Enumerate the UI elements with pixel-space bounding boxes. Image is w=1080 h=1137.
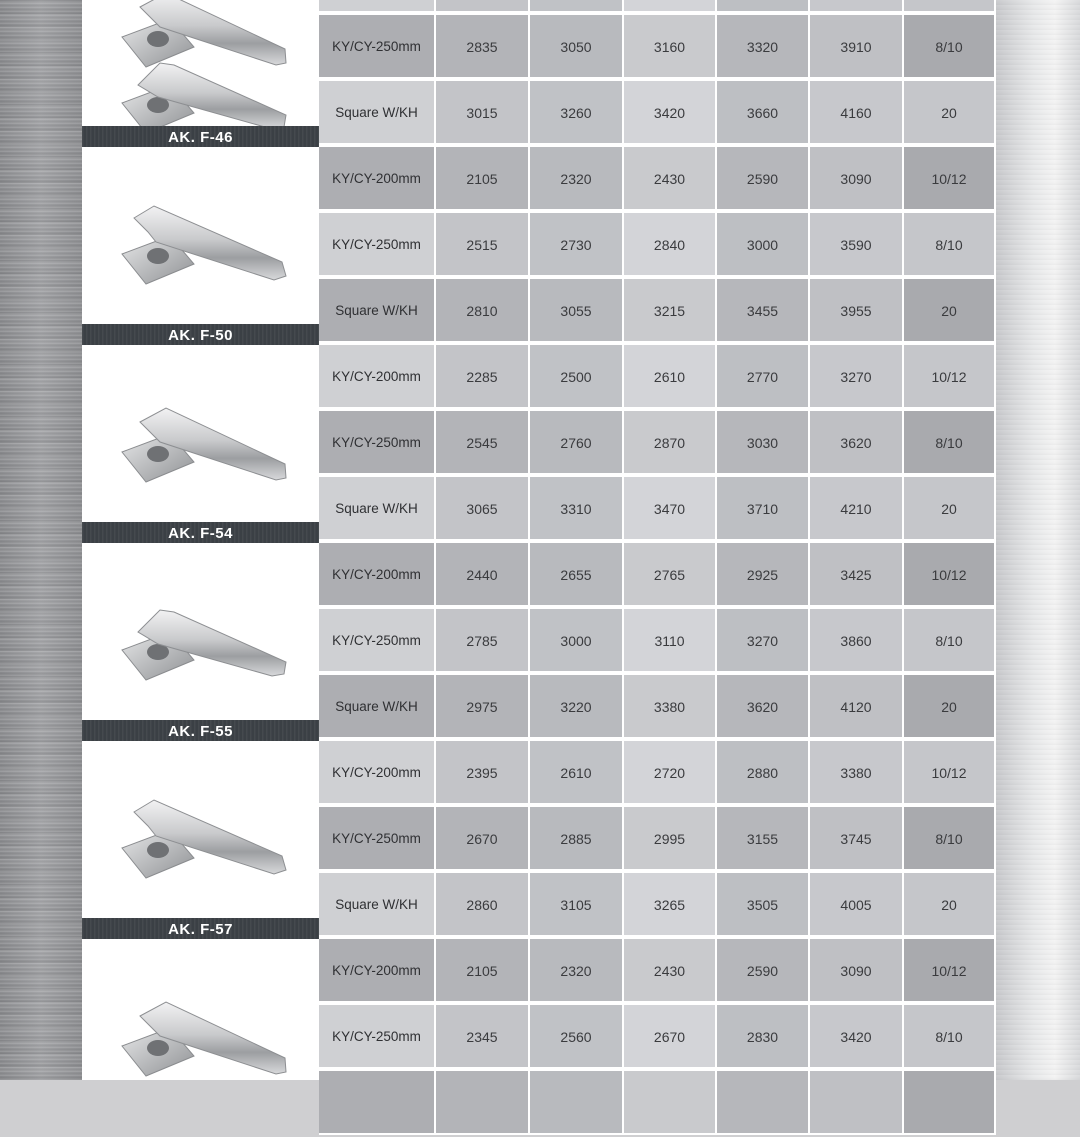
price-cell: 3265 bbox=[624, 873, 717, 937]
price-cell: 3420 bbox=[810, 1005, 904, 1069]
product-block bbox=[82, 0, 319, 15]
price-cell: 2925 bbox=[717, 543, 810, 607]
variant-cell: Square W/KH bbox=[319, 279, 436, 343]
product-code-bar bbox=[82, 918, 319, 939]
price-cell bbox=[624, 1071, 717, 1135]
price-cell: 3030 bbox=[717, 411, 810, 475]
product-code-label: AK. F-50 bbox=[168, 327, 233, 344]
product-image bbox=[100, 364, 300, 514]
table-row bbox=[319, 279, 996, 343]
variant-cell: KY/CY-200mm bbox=[319, 939, 436, 1003]
price-cell bbox=[436, 1071, 530, 1135]
pack-cell: 8/10 bbox=[904, 411, 996, 475]
product-block bbox=[82, 543, 319, 741]
price-cell: 3455 bbox=[717, 279, 810, 343]
price-cell: 2545 bbox=[436, 411, 530, 475]
price-cell: 3620 bbox=[810, 411, 904, 475]
pack-cell bbox=[904, 0, 996, 13]
price-cell bbox=[530, 0, 624, 13]
table-row bbox=[319, 873, 996, 937]
table-row bbox=[319, 807, 996, 871]
table-row bbox=[319, 477, 996, 541]
price-cell: 3000 bbox=[530, 609, 624, 673]
table-row bbox=[319, 15, 996, 79]
table-row bbox=[319, 345, 996, 409]
price-cell: 2610 bbox=[530, 741, 624, 805]
pack-cell: 10/12 bbox=[904, 543, 996, 607]
pack-cell: 8/10 bbox=[904, 15, 996, 79]
product-block bbox=[82, 345, 319, 543]
brushed-metal-left-border bbox=[0, 0, 82, 1080]
price-cell: 3090 bbox=[810, 147, 904, 211]
price-cell: 3505 bbox=[717, 873, 810, 937]
price-cell: 2860 bbox=[436, 873, 530, 937]
price-cell: 3220 bbox=[530, 675, 624, 739]
pack-cell: 20 bbox=[904, 873, 996, 937]
price-cell: 2870 bbox=[624, 411, 717, 475]
price-cell: 2785 bbox=[436, 609, 530, 673]
price-cell: 2830 bbox=[717, 1005, 810, 1069]
price-cell: 3320 bbox=[717, 15, 810, 79]
price-cell: 3380 bbox=[810, 741, 904, 805]
price-cell: 2765 bbox=[624, 543, 717, 607]
price-cell: 2105 bbox=[436, 147, 530, 211]
door-handle-icon bbox=[100, 760, 300, 910]
door-handle-icon bbox=[100, 364, 300, 514]
price-cell bbox=[624, 0, 717, 13]
price-cell: 3000 bbox=[717, 213, 810, 277]
variant-cell: Square W/KH bbox=[319, 675, 436, 739]
price-cell bbox=[810, 0, 904, 13]
price-cell: 3270 bbox=[717, 609, 810, 673]
price-cell: 4210 bbox=[810, 477, 904, 541]
product-block bbox=[82, 147, 319, 345]
table-row bbox=[319, 1071, 996, 1135]
variant-cell bbox=[319, 0, 436, 13]
table-row bbox=[319, 609, 996, 673]
product-image bbox=[100, 958, 300, 1108]
pack-cell bbox=[904, 1071, 996, 1135]
product-image bbox=[100, 562, 300, 712]
table-row bbox=[319, 741, 996, 805]
door-handle-icon bbox=[100, 166, 300, 316]
price-cell: 2655 bbox=[530, 543, 624, 607]
pack-cell: 20 bbox=[904, 477, 996, 541]
price-cell: 3155 bbox=[717, 807, 810, 871]
variant-cell: KY/CY-200mm bbox=[319, 543, 436, 607]
product-block bbox=[82, 15, 319, 147]
variant-cell: KY/CY-200mm bbox=[319, 345, 436, 409]
pack-cell: 20 bbox=[904, 279, 996, 343]
price-cell: 2395 bbox=[436, 741, 530, 805]
price-cell: 2720 bbox=[624, 741, 717, 805]
price-cell: 3620 bbox=[717, 675, 810, 739]
product-code-bar bbox=[82, 720, 319, 741]
variant-cell: KY/CY-250mm bbox=[319, 807, 436, 871]
price-cell: 3860 bbox=[810, 609, 904, 673]
price-cell: 3425 bbox=[810, 543, 904, 607]
price-table bbox=[319, 0, 996, 1080]
price-cell: 2500 bbox=[530, 345, 624, 409]
price-cell: 3590 bbox=[810, 213, 904, 277]
table-row bbox=[319, 543, 996, 607]
price-cell: 2345 bbox=[436, 1005, 530, 1069]
variant-cell: KY/CY-250mm bbox=[319, 213, 436, 277]
price-cell: 2430 bbox=[624, 147, 717, 211]
price-cell: 3105 bbox=[530, 873, 624, 937]
price-cell bbox=[436, 0, 530, 13]
pack-cell: 20 bbox=[904, 81, 996, 145]
price-cell: 2285 bbox=[436, 345, 530, 409]
price-cell: 4120 bbox=[810, 675, 904, 739]
price-cell: 2560 bbox=[530, 1005, 624, 1069]
price-cell: 3710 bbox=[717, 477, 810, 541]
price-cell: 3110 bbox=[624, 609, 717, 673]
price-cell bbox=[530, 1071, 624, 1135]
price-cell bbox=[810, 1071, 904, 1135]
pack-cell: 8/10 bbox=[904, 213, 996, 277]
price-cell: 3015 bbox=[436, 81, 530, 145]
price-cell: 3745 bbox=[810, 807, 904, 871]
price-cell: 2320 bbox=[530, 147, 624, 211]
price-cell: 2320 bbox=[530, 939, 624, 1003]
pack-cell: 10/12 bbox=[904, 741, 996, 805]
price-cell: 3420 bbox=[624, 81, 717, 145]
price-cell: 2885 bbox=[530, 807, 624, 871]
price-cell: 3910 bbox=[810, 15, 904, 79]
product-code-bar bbox=[82, 126, 319, 147]
variant-cell: KY/CY-250mm bbox=[319, 609, 436, 673]
price-cell: 4005 bbox=[810, 873, 904, 937]
price-cell: 3215 bbox=[624, 279, 717, 343]
product-block bbox=[82, 939, 319, 1137]
product-code-label: AK. F-54 bbox=[168, 525, 233, 542]
table-row bbox=[319, 81, 996, 145]
price-cell: 3055 bbox=[530, 279, 624, 343]
price-cell: 2975 bbox=[436, 675, 530, 739]
price-cell: 2835 bbox=[436, 15, 530, 79]
price-cell: 2840 bbox=[624, 213, 717, 277]
price-cell: 3470 bbox=[624, 477, 717, 541]
brushed-metal-right-border bbox=[996, 0, 1080, 1080]
product-code-bar bbox=[82, 522, 319, 543]
price-cell: 2995 bbox=[624, 807, 717, 871]
pack-cell: 8/10 bbox=[904, 807, 996, 871]
price-cell: 3955 bbox=[810, 279, 904, 343]
price-cell bbox=[717, 0, 810, 13]
price-cell: 3050 bbox=[530, 15, 624, 79]
table-row bbox=[319, 411, 996, 475]
price-cell: 3310 bbox=[530, 477, 624, 541]
product-block bbox=[82, 741, 319, 939]
pack-cell: 8/10 bbox=[904, 1005, 996, 1069]
table-row bbox=[319, 147, 996, 211]
variant-cell: Square W/KH bbox=[319, 873, 436, 937]
price-cell: 2590 bbox=[717, 147, 810, 211]
price-cell: 2515 bbox=[436, 213, 530, 277]
variant-cell: KY/CY-250mm bbox=[319, 15, 436, 79]
price-cell: 3660 bbox=[717, 81, 810, 145]
price-cell: 3065 bbox=[436, 477, 530, 541]
variant-cell: Square W/KH bbox=[319, 81, 436, 145]
price-cell: 2440 bbox=[436, 543, 530, 607]
variant-cell bbox=[319, 1071, 436, 1135]
price-cell: 3160 bbox=[624, 15, 717, 79]
price-cell: 2770 bbox=[717, 345, 810, 409]
pack-cell: 10/12 bbox=[904, 345, 996, 409]
table-row bbox=[319, 1005, 996, 1069]
price-cell: 2760 bbox=[530, 411, 624, 475]
price-cell: 2105 bbox=[436, 939, 530, 1003]
pack-cell: 10/12 bbox=[904, 147, 996, 211]
price-cell: 4160 bbox=[810, 81, 904, 145]
variant-cell: KY/CY-200mm bbox=[319, 741, 436, 805]
price-cell: 3380 bbox=[624, 675, 717, 739]
price-cell: 2670 bbox=[436, 807, 530, 871]
table-row bbox=[319, 939, 996, 1003]
price-cell: 2810 bbox=[436, 279, 530, 343]
table-row bbox=[319, 675, 996, 739]
pack-cell: 10/12 bbox=[904, 939, 996, 1003]
door-handle-icon bbox=[100, 562, 300, 712]
price-cell: 3270 bbox=[810, 345, 904, 409]
table-row bbox=[319, 213, 996, 277]
price-cell: 2590 bbox=[717, 939, 810, 1003]
price-cell bbox=[717, 1071, 810, 1135]
product-image bbox=[100, 760, 300, 910]
price-cell: 2730 bbox=[530, 213, 624, 277]
product-code-label: AK. F-55 bbox=[168, 723, 233, 740]
product-image bbox=[100, 166, 300, 316]
price-cell: 2610 bbox=[624, 345, 717, 409]
price-cell: 2670 bbox=[624, 1005, 717, 1069]
price-cell: 2880 bbox=[717, 741, 810, 805]
price-cell: 3090 bbox=[810, 939, 904, 1003]
product-code-label: AK. F-46 bbox=[168, 129, 233, 146]
price-cell: 2430 bbox=[624, 939, 717, 1003]
product-code-label: AK. F-57 bbox=[168, 921, 233, 938]
variant-cell: KY/CY-200mm bbox=[319, 147, 436, 211]
variant-cell: Square W/KH bbox=[319, 477, 436, 541]
variant-cell: KY/CY-250mm bbox=[319, 411, 436, 475]
price-cell: 3260 bbox=[530, 81, 624, 145]
product-code-bar bbox=[82, 324, 319, 345]
variant-cell: KY/CY-250mm bbox=[319, 1005, 436, 1069]
table-row bbox=[319, 0, 996, 13]
pack-cell: 8/10 bbox=[904, 609, 996, 673]
pack-cell: 20 bbox=[904, 675, 996, 739]
product-image-column bbox=[82, 0, 319, 1080]
door-handle-icon bbox=[100, 958, 300, 1108]
